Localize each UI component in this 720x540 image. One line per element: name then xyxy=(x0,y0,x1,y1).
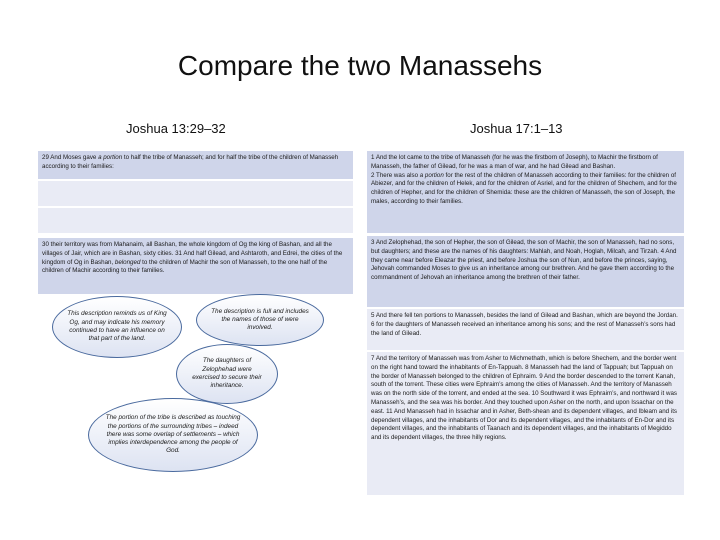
right-column-heading: Joshua 17:1–13 xyxy=(470,121,563,136)
verse-text: 2 There was also xyxy=(371,171,420,179)
verse-emphasis: a portion xyxy=(419,171,444,179)
verse-emphasis: belonged xyxy=(114,258,141,266)
verse-text: 3 And Zelophehad, the son of Hepher, the son of Gilead, the son of Machir, the son of Manasseh, had no sons, but daughters; and these are the names of his daughters: Mahlah, and Noah, Hoglah, Milcah, and Tirzah. 4 And they came near before Eleazar the priest, and before Joshua the son of Nun, and before the princes, saying, Jehovah commanded Moses to give us an inheritance among our brethren. And he gave them according to the commandment of Jehovah an inheritance among the brethren of their father. xyxy=(371,239,677,282)
left-verses-30-31 xyxy=(38,238,353,294)
note-oval-names xyxy=(196,294,324,346)
verse-text: 1 And the lot came to the tribe of Manasseh (for he was the firstborn of Joseph), to Machir the firstborn of Manasseh, the father of Gilead, for he was a man of war, and he had Gilead and Bashan. xyxy=(371,154,658,170)
verse-text: 7 And the territory of Manasseh was from Asher to Michmethath, which is before Shechem, and the border went on the right hand toward the inhabitants of En-Tappuah. 8 Manasseh had the land of Tappuah; but Tappuah on the border of Manasseh belonged to the children of Ephraim. 9 And the border descended to the torrent Kanah, south of the torrent. These cities were Ephraim’s among the cities of Manasseh. And the territory of Manasseh was on the north side of the torrent, and ended at the sea. 10 Southward it was Ephraim’s, and northward it was Manasseh’s, and the sea was his border. And they touched upon Asher on the north, and upon Issachar on the east. 11 And Manasseh had in Issachar and in Asher, Beth-shean and its dependent villages, and Ibleam and its dependent villages, and the inhabitants of Dor and its dependent villages, and the inhabitants of En-Dor and its dependent villages, and the inhabitants of Taanach and its dependent villages, and the inhabitants of Megiddo and its dependent villages, the three hilly regions. xyxy=(371,355,678,442)
note-oval-interdependence xyxy=(88,398,258,472)
verse-text: 5 And there fell ten portions to Manasseh, besides the land of Gilead and Bashan, which are beyond the Jordan. 6 for the daughters of Manasseh received an inheritance among his sons; and the rest of Manasseh’s sons had the land of Gilead. xyxy=(371,312,678,337)
left-column-heading: Joshua 13:29–32 xyxy=(126,121,226,136)
right-verses-3-4 xyxy=(367,236,684,307)
note-oval-og xyxy=(52,296,182,358)
note-text: This description reminds us of King Og, and may indicate his memory continued to have an influence on that part of the land. xyxy=(67,310,167,343)
note-text: The daughters of Zelophehad were exercised to secure their inheritance. xyxy=(192,357,262,390)
verse-text: to the children of Machir the son of Manasseh, to the one half of the children of Machir according to their families. xyxy=(42,258,328,275)
verse-text: 30 their territory was from Mahanaim, all Bashan, the whole kingdom of Og the king of Bashan, and all the villages of Jair, which are in Bashan, sixty cities. 31 And half Gilead, and Ashtaroth, and Edrei, the cities of the kingdom of Og in Bashan, xyxy=(42,241,343,266)
left-verse-29 xyxy=(38,151,353,179)
right-verses-7-11 xyxy=(367,352,684,495)
page-title: Compare the two Manassehs xyxy=(177,50,543,81)
right-verses-1-2 xyxy=(367,151,684,233)
note-oval-daughters xyxy=(176,344,278,404)
verse-text: for the rest of the children of Manasseh according to their families: for the children of Abiezer, and for the children of Helek, and for the children of Asriel, and for the children of Shechem, and for the children of Hepher, and for the children of Shemida: these are the children of Manasseh, the son of Joseph, the males, according to their families. xyxy=(371,171,677,205)
note-text: The portion of the tribe is described as touching the portions of the surrounding tribes – indeed there was some overlap of settlements – which implies interdependence among the people of God. xyxy=(105,414,241,455)
left-empty-row xyxy=(38,181,353,206)
verse-text: 29 And Moses gave xyxy=(42,154,99,161)
note-text: The description is full and includes the names of those of were involved. xyxy=(211,307,309,332)
right-verses-5-6 xyxy=(367,309,684,350)
left-empty-row xyxy=(38,208,353,233)
verse-text: to half the tribe of Manasseh; and for half the tribe of the children of Manasseh according to their families: xyxy=(42,154,339,170)
verse-emphasis: a portion xyxy=(98,154,123,161)
